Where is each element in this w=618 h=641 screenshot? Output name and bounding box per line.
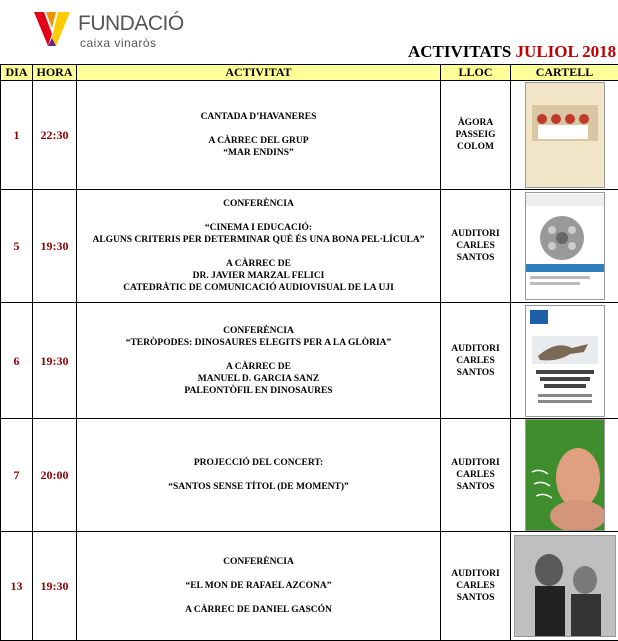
location-line: CARLES (441, 355, 510, 367)
activity-line: CONFERÈNCIA (77, 325, 440, 337)
hour-cell: 19:30 (33, 303, 77, 419)
brand-subtitle: caixa vinaròs (80, 36, 157, 50)
line-gap (77, 469, 440, 481)
activity-line: “TERÒPODES: DINOSAURES ELEGITS PER A LA GLÒRIA” (77, 337, 440, 349)
header-activitat: ACTIVITAT (77, 65, 441, 81)
activity-line: CANTADA D’HAVANERES (77, 111, 440, 123)
line-gap (77, 592, 440, 604)
activity-cell (77, 303, 441, 419)
table-row (1, 190, 618, 303)
line-gap (77, 246, 440, 258)
location-line: CARLES (441, 580, 510, 592)
location-line: SANTOS (441, 367, 510, 379)
location-line: AUDITORI (441, 343, 510, 355)
activity-line: DR. JAVIER MARZAL FELICI (77, 270, 440, 282)
line-gap (77, 349, 440, 361)
header-hora: HORA (33, 65, 77, 81)
azcona-photo-image (514, 535, 616, 637)
poster-cell (511, 81, 618, 190)
day-cell: 1 (1, 81, 33, 190)
table-row (1, 532, 618, 641)
location-line: AUDITORI (441, 568, 510, 580)
location-cell (441, 532, 511, 641)
activity-line: A CÀRREC DE (77, 258, 440, 270)
fundacio-logo (30, 8, 180, 50)
location-line: SANTOS (441, 592, 510, 604)
activity-line: “SANTOS SENSE TÍTOL (DE MOMENT)” (77, 481, 440, 493)
activity-cell (77, 532, 441, 641)
day-cell: 5 (1, 190, 33, 303)
activity-cell (77, 190, 441, 303)
location-line: CARLES (441, 240, 510, 252)
table-header-row (1, 65, 618, 81)
location-line: CARLES (441, 469, 510, 481)
header-lloc: LLOC (441, 65, 511, 81)
fundacio-logo-mark-icon (30, 8, 74, 50)
activities-table (0, 64, 618, 641)
location-line: AUDITORI (441, 228, 510, 240)
header-dia: DIA (1, 65, 33, 81)
activity-line: ALGUNS CRITERIS PER DETERMINAR QUÈ ÉS UNA BONA PEL·LÍCULA” (77, 234, 440, 246)
activity-line: A CÀRREC DE DANIEL GASCÓN (77, 604, 440, 616)
title-month: JULIOL 2018 (516, 42, 617, 61)
activity-line: “CINEMA I EDUCACIÓ: (77, 222, 440, 234)
activity-line: A CÀRREC DEL GRUP (77, 135, 440, 147)
location-line: SANTOS (441, 252, 510, 264)
activity-line: CONFERÈNCIA (77, 556, 440, 568)
activity-line: PROJECCIÓ DEL CONCERT: (77, 457, 440, 469)
day-cell: 7 (1, 419, 33, 532)
activity-line: “MAR ENDINS” (77, 147, 440, 159)
activity-line: CATEDRÀTIC DE COMUNICACIÓ AUDIOVISUAL DE LA UJI (77, 282, 440, 294)
activity-line: MANUEL D. GARCIA SANZ (77, 373, 440, 385)
line-gap (77, 568, 440, 580)
location-cell (441, 81, 511, 190)
hour-cell: 20:00 (33, 419, 77, 532)
poster-cell (511, 419, 618, 532)
poster-cell (511, 303, 618, 419)
hour-cell: 22:30 (33, 81, 77, 190)
hour-cell: 19:30 (33, 190, 77, 303)
table-row (1, 419, 618, 532)
film-reel-poster-image (525, 192, 605, 300)
dinosaur-poster-image (525, 305, 605, 417)
location-line: COLOM (441, 141, 510, 153)
activity-line: “EL MON DE RAFAEL AZCONA” (77, 580, 440, 592)
santos-concert-poster-image (525, 419, 605, 531)
header-cartell: CARTELL (511, 65, 618, 81)
brand-name: FUNDACIÓ (78, 12, 184, 36)
line-gap (77, 123, 440, 135)
line-gap (77, 210, 440, 222)
activity-cell (77, 419, 441, 532)
day-cell: 13 (1, 532, 33, 641)
activity-line: A CÀRREC DE (77, 361, 440, 373)
day-cell: 6 (1, 303, 33, 419)
location-cell (441, 419, 511, 532)
location-line: PASSEIG (441, 129, 510, 141)
table-row (1, 81, 618, 190)
havaneres-poster-image (525, 82, 605, 188)
activity-line: PALEONTÒFIL EN DINOSAURES (77, 385, 440, 397)
location-line: ÀGORA (441, 117, 510, 129)
poster-cell (511, 532, 618, 641)
activity-line: CONFERÈNCIA (77, 198, 440, 210)
table-row (1, 303, 618, 419)
activity-cell (77, 81, 441, 190)
location-cell (441, 190, 511, 303)
poster-cell (511, 190, 618, 303)
location-line: SANTOS (441, 481, 510, 493)
page-title (408, 42, 616, 62)
location-cell (441, 303, 511, 419)
location-line: AUDITORI (441, 457, 510, 469)
hour-cell: 19:30 (33, 532, 77, 641)
title-prefix: ACTIVITATS (408, 42, 511, 61)
